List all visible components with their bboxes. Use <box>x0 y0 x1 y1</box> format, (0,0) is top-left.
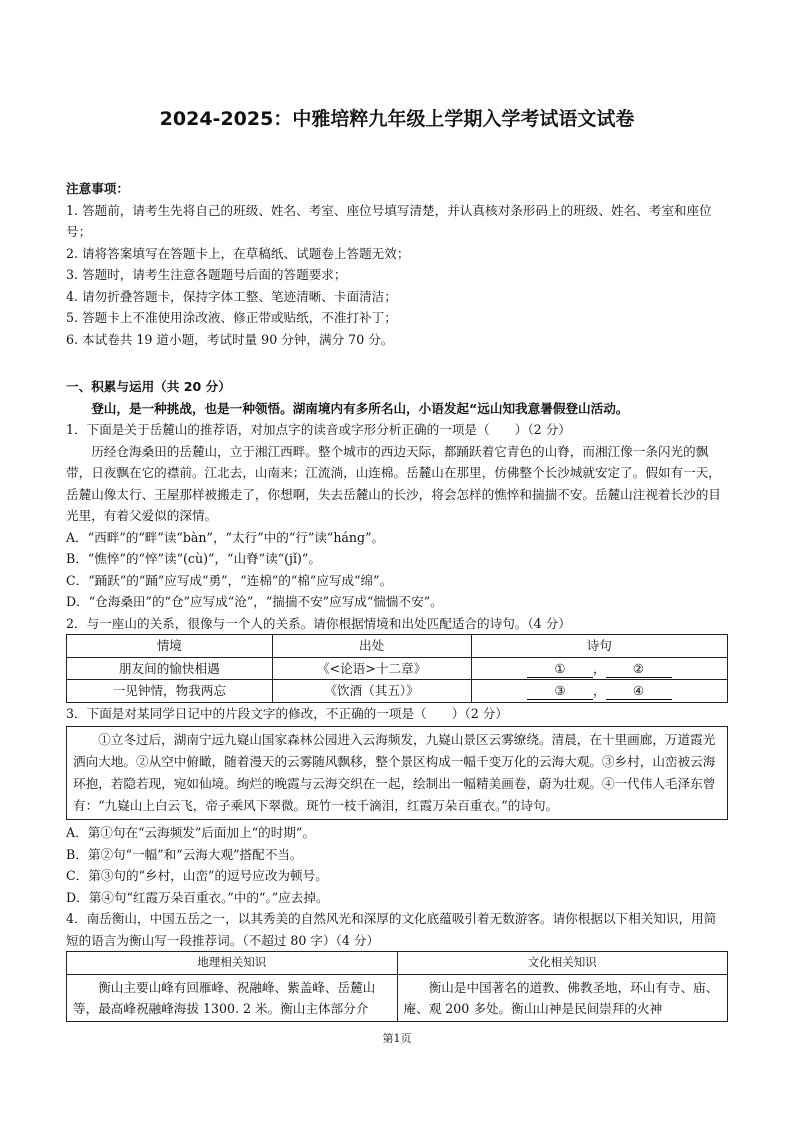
notes-heading: 注意事项： <box>66 181 129 196</box>
q2-verse-cell <box>471 657 727 680</box>
answer-blank-2[interactable]: ② <box>606 661 672 678</box>
q1-passage: 历经仓海桑田的岳麓山，立于湘江西畔。整个城市的西边天际，都踊跃着它青色的山脊，而湘江像一条闪光的飘带，日夜飘在它的襟前。江北去，山南来；江流淌，山连棉。岳麓山在那里，仿佛整个长沙城就安定了。假如有一天，岳麓山像太行、王屋那样被搬走了，你想啊，失去岳麓山的长沙，将会怎样的憔悴和揣揣不安。岳麓山注视着长沙的目光里，有着父爱似的深情。 <box>66 443 721 523</box>
table-row <box>67 680 728 703</box>
q3-option-a: A．第①句在“云海频发”后面加上“的时期”。 <box>66 825 315 840</box>
q3-stem: 3．下面是对某同学日记中的片段文字的修改，不正确的一项是（ ）（2 分） <box>66 705 508 721</box>
q3-option-c: C．第③句的“乡村，山峦”的逗号应改为顿号。 <box>66 868 328 883</box>
q2-source: 《<论语>十二章》 <box>272 657 471 680</box>
q2-table <box>66 634 728 703</box>
q2-header-situation: 情境 <box>67 635 273 658</box>
q4-geo-text: 衡山主要山峰有回雁峰、祝融峰、紫盖峰、岳麓山等，最高峰祝融峰海拔 1300. 2 米。衡山主体部分介 <box>67 974 398 1021</box>
notes-item: 3. 答题时，请考生注意各题题号后面的答题要求； <box>66 267 347 282</box>
table-row <box>67 974 728 1021</box>
q4-stem: 4．南岳衡山，中国五岳之一，以其秀美的自然风光和深厚的文化底蕴吸引着无数游客。请你根据以下相关知识，用简短的语言为衡山写一段推荐词。（不超过 80 字）（4 分） <box>66 911 717 948</box>
q3-option-b: B．第②句“一幅”和“云海大观”搭配不当。 <box>66 846 303 862</box>
q2-verse-cell <box>471 680 727 703</box>
section-intro: 登山，是一种挑战，也是一种领悟。湖南境内有多所名山，小语发起“远山知我意暑假登山活动。 <box>91 400 629 416</box>
answer-blank-3[interactable]: ③ <box>527 683 593 700</box>
q4-header-geo: 地理相关知识 <box>67 952 398 975</box>
q4-header-culture: 文化相关知识 <box>397 952 728 975</box>
q3-passage-box: ①立冬过后，湖南宁远九嶷山国家森林公园进入云海频发，九嶷山景区云雾缭绕。清晨，在十里画廊，万道霞光洒向大地。②从空中俯瞰，随着漫天的云雾随风飘移，整个景区构成一幅千变万化的云海大观。③乡村，山峦被云海环抱，若隐若现，宛如仙境。绚烂的晚霞与云海交织在一起，绘制出一幅精美画卷，蔚为壮观。④一代伟人毛泽东曾有：“九嶷山上白云飞，帝子乘风下翠微。斑竹一枝千滴泪，红霞万朵百重衣。”的诗句。 <box>66 726 728 820</box>
exam-content <box>66 178 728 1022</box>
q2-situation: 一见钟情，物我两忘 <box>67 680 273 703</box>
notes-item: 2. 请将答案填写在答题卡上，在草稿纸、试题卷上答题无效； <box>66 245 410 261</box>
q1-option-d: D．“仓海桑田”的“仓”应写成“沧”，“揣揣不安”应写成“惴惴不安”。 <box>66 594 443 609</box>
notes-item: 4. 请勿折叠答题卡，保持字体工整、笔迹清晰、卡面清洁； <box>66 288 397 304</box>
q1-stem: 1．下面是关于岳麓山的推荐语，对加点字的读音或字形分析正确的一项是（ ）（2 分） <box>66 422 571 437</box>
q2-header-verse: 诗句 <box>471 635 727 658</box>
section-heading: 一、积累与运用（共 20 分） <box>66 379 231 394</box>
exam-title: 2024-2025：中雅培粹九年级上学期入学考试语文试卷 <box>159 108 635 130</box>
q2-header-source: 出处 <box>272 635 471 658</box>
notes-item: 5. 答题卡上不准使用涂改液、修正带或贴纸，不准打补丁； <box>66 310 397 325</box>
answer-blank-4[interactable]: ④ <box>606 683 672 700</box>
q2-situation: 朋友间的愉快相遇 <box>67 657 273 680</box>
q1-option-a: A．“西畔”的“畔”读“bàn”，“太行”中的“行”读“háng”。 <box>66 529 385 545</box>
page-number: 第1页 <box>382 1032 412 1045</box>
comma: ， <box>592 660 606 676</box>
answer-blank-1[interactable]: ① <box>527 661 593 678</box>
q2-source: 《饮酒（其五）》 <box>272 680 471 703</box>
q4-culture-text: 衡山是中国著名的道教、佛教圣地，环山有寺、庙、庵、观 200 多处。衡山山神是民间崇拜的火神 <box>397 974 728 1021</box>
notes-item: 6. 本试卷共 19 道小题，考试时量 90 分钟，满分 70 分。 <box>66 331 394 347</box>
table-row <box>67 657 728 680</box>
q4-table <box>66 951 728 1022</box>
q1-option-b: B．“憔悴”的“悴”读“(cù)”，“山脊”读“(jǐ)”。 <box>66 551 321 566</box>
notes-item: 1. 答题前，请考生先将自己的班级、姓名、考室、座位号填写清楚，并认真核对条形码上的班级、姓名、考室和座位号； <box>66 202 712 239</box>
q3-option-d: D．第④句“红霞万朵百重衣。”中的“。”应去掉。 <box>66 889 329 905</box>
q1-option-c: C．“踊跃”的“踊”应写成“勇”，“连棉”的“棉”应写成“绵”。 <box>66 572 393 588</box>
comma: ， <box>592 683 606 698</box>
q2-stem: 2．与一座山的关系，很像与一个人的关系。请你根据情境和出处匹配适合的诗句。（4 分） <box>66 615 571 631</box>
